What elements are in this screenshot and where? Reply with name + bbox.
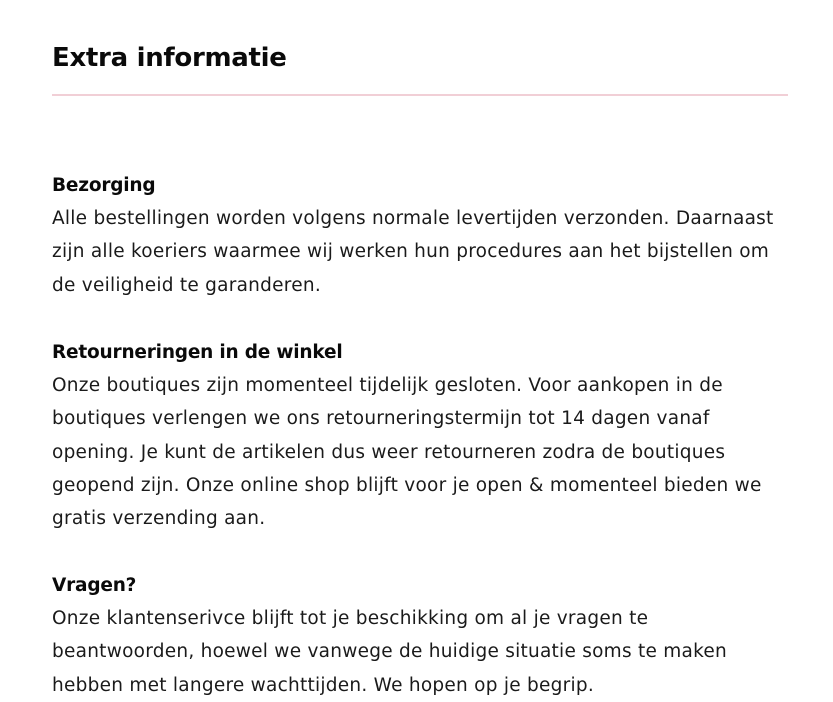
- section-questions: [52, 569, 788, 702]
- title-divider: [52, 94, 788, 96]
- page-title: Extra informatie: [52, 43, 287, 73]
- section-body-questions: Onze klantenserivce blijft tot je beschikking om al je vragen te beantwoorden, hoewel we vanwege de huidige situatie soms te maken hebben met langere wachttijden. We hopen op je begrip.: [52, 608, 727, 696]
- section-heading-questions: Vragen?: [52, 575, 137, 596]
- section-body-delivery: Alle bestellingen worden volgens normale levertijden verzonden. Daarnaast zijn alle koeriers waarmee wij werken hun procedures aan het bijstellen om de veiligheid te garanderen.: [52, 208, 774, 296]
- section-heading-delivery: Bezorging: [52, 175, 156, 196]
- section-delivery: [52, 169, 788, 302]
- extra-info-panel: [52, 38, 788, 696]
- section-body-store-returns: Onze boutiques zijn momenteel tijdelijk gesloten. Voor aankopen in de boutiques verlengen we ons retourneringstermijn tot 14 dagen vanaf opening. Je kunt de artikelen dus weer retourneren zodra de boutiques geopend zijn. Onze online shop blijft voor je open & momenteel bieden we gratis verzending aan.: [52, 375, 762, 530]
- section-heading-store-returns: Retourneringen in de winkel: [52, 342, 343, 363]
- section-store-returns: [52, 336, 788, 535]
